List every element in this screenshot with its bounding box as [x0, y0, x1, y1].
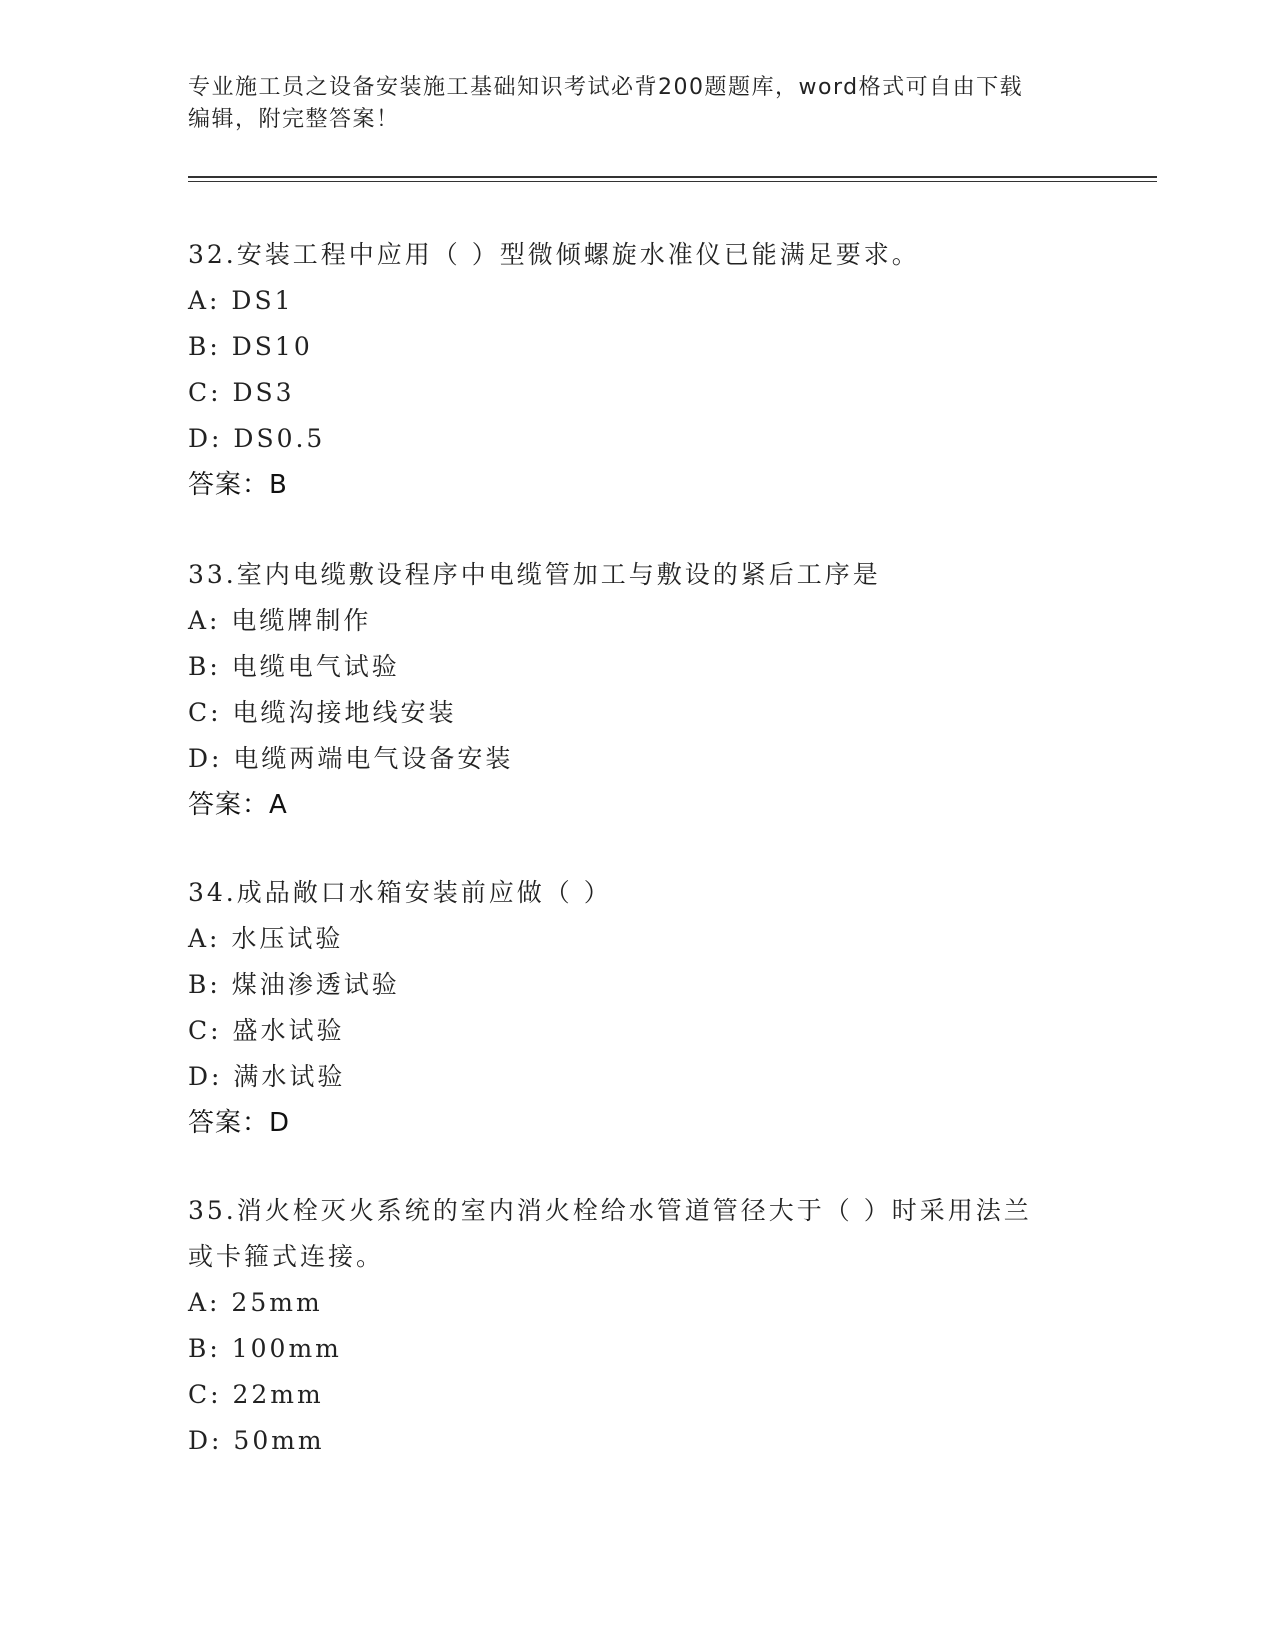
question-stem-line-1: 35.消火栓灭火系统的室内消火栓给水管道管径大于（ ）时采用法兰 — [188, 1196, 1032, 1225]
option-b: B: 100mm — [188, 1334, 342, 1363]
option-a: A: 水压试验 — [188, 924, 344, 953]
option-d: D: 电缆两端电气设备安装 — [188, 744, 514, 773]
document-header — [188, 72, 1088, 136]
option-d: D: 50mm — [188, 1426, 325, 1455]
question-35 — [188, 1188, 1088, 1464]
question-stem: 34.成品敞口水箱安装前应做（ ） — [188, 878, 612, 907]
option-b: B: DS10 — [188, 332, 313, 361]
header-intro-line-1: 专业施工员之设备安装施工基础知识考试必背200题题库，word格式可自由下载 — [188, 75, 1024, 100]
answer-label: 答案：A — [188, 790, 288, 820]
option-b: B: 煤油渗透试验 — [188, 970, 400, 999]
answer-label: 答案：D — [188, 1108, 291, 1138]
answer-label: 答案：B — [188, 470, 288, 500]
header-intro-line-2: 编辑，附完整答案！ — [188, 107, 400, 132]
question-stem: 33.室内电缆敷设程序中电缆管加工与敷设的紧后工序是 — [188, 560, 881, 589]
option-a: A: 电缆牌制作 — [188, 606, 372, 635]
question-stem: 32.安装工程中应用（ ）型微倾螺旋水准仪已能满足要求。 — [188, 240, 920, 269]
header-divider-top — [188, 176, 1157, 178]
option-b: B: 电缆电气试验 — [188, 652, 400, 681]
question-stem-line-2: 或卡箍式连接。 — [188, 1242, 385, 1271]
option-d: D: 满水试验 — [188, 1062, 346, 1091]
option-a: A: DS1 — [188, 286, 294, 315]
option-c: C: 电缆沟接地线安装 — [188, 698, 457, 727]
question-33 — [188, 552, 1088, 828]
question-32 — [188, 232, 1088, 508]
question-34 — [188, 870, 1088, 1146]
option-a: A: 25mm — [188, 1288, 323, 1317]
option-c: C: 22mm — [188, 1380, 324, 1409]
option-c: C: DS3 — [188, 378, 295, 407]
header-divider-bottom — [188, 181, 1157, 182]
option-c: C: 盛水试验 — [188, 1016, 345, 1045]
option-d: D: DS0.5 — [188, 424, 326, 453]
